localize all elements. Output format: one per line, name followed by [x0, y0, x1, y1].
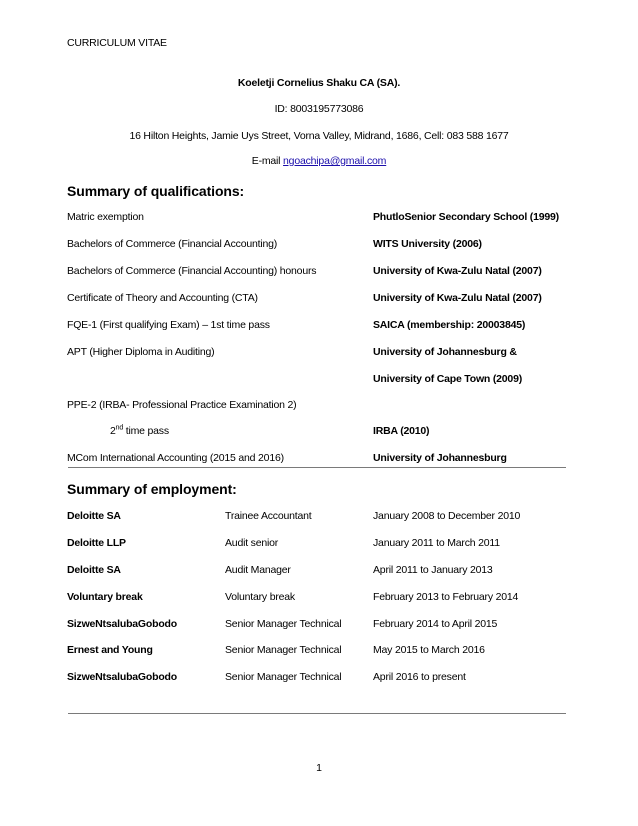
- candidate-name: Koeletji Cornelius Shaku CA (SA).: [237, 77, 401, 89]
- qualification-cell: MCom International Accounting (2015 and 2016): [67, 452, 284, 464]
- position-cell: Trainee Accountant: [225, 510, 312, 522]
- address-line: 16 Hilton Heights, Jamie Uys Street, Vorna Valley, Midrand, 1686, Cell: 083 588 1677: [129, 130, 509, 142]
- ordinal-suffix: nd: [115, 424, 124, 432]
- qualifications-heading: Summary of qualifications:: [67, 183, 245, 199]
- employer-cell: SizweNtsalubaGobodo: [67, 618, 177, 630]
- institution-cell: University of Johannesburg &: [373, 346, 517, 358]
- period-cell: February 2014 to April 2015: [373, 618, 498, 630]
- period-cell: April 2011 to January 2013: [373, 564, 493, 576]
- doc-label: CURRICULUM VITAE: [67, 37, 167, 49]
- qualification-cell: FQE-1 (First qualifying Exam) – 1st time pass: [67, 319, 270, 331]
- qualification-cell: APT (Higher Diploma in Auditing): [67, 346, 215, 358]
- section-divider: [68, 467, 566, 468]
- position-cell: Senior Manager Technical: [225, 644, 342, 656]
- institution-cell: University of Cape Town (2009): [373, 373, 523, 385]
- period-cell: January 2011 to March 2011: [373, 537, 500, 549]
- institution-cell: University of Johannesburg: [373, 452, 507, 464]
- employer-cell: Ernest and Young: [67, 644, 153, 656]
- institution-cell: PhutloSenior Secondary School (1999): [373, 211, 559, 223]
- employer-cell: Deloitte SA: [67, 564, 121, 576]
- employer-cell: SizweNtsalubaGobodo: [67, 671, 177, 683]
- email-prefix: E-mail: [251, 155, 284, 167]
- institution-cell: IRBA (2010): [373, 425, 430, 437]
- institution-cell: University of Kwa-Zulu Natal (2007): [373, 292, 542, 304]
- employment-heading: Summary of employment:: [67, 481, 237, 497]
- position-cell: Senior Manager Technical: [225, 671, 342, 683]
- section-divider: [68, 713, 566, 714]
- email-link[interactable]: ngoachipa@gmail.com: [283, 155, 387, 167]
- qualification-cell: Certificate of Theory and Accounting (CTA): [67, 292, 258, 304]
- id-number: ID: 8003195773086: [274, 103, 364, 115]
- email-line: [0, 155, 638, 167]
- pass-number: 2: [110, 425, 116, 437]
- period-cell: April 2016 to present: [373, 671, 466, 683]
- qualification-cell: PPE-2 (IRBA- Professional Practice Examination 2): [67, 399, 297, 411]
- qualification-cell: [110, 425, 169, 437]
- qualification-cell: Bachelors of Commerce (Financial Accounting) honours: [67, 265, 317, 277]
- position-cell: Audit Manager: [225, 564, 291, 576]
- position-cell: Audit senior: [225, 537, 279, 549]
- period-cell: January 2008 to December 2010: [373, 510, 521, 522]
- period-cell: February 2013 to February 2014: [373, 591, 519, 603]
- institution-cell: WITS University (2006): [373, 238, 482, 250]
- position-cell: Senior Manager Technical: [225, 618, 342, 630]
- institution-cell: SAICA (membership: 20003845): [373, 319, 526, 331]
- institution-cell: University of Kwa-Zulu Natal (2007): [373, 265, 542, 277]
- qualification-cell: Matric exemption: [67, 211, 144, 223]
- employer-cell: Deloitte LLP: [67, 537, 126, 549]
- page-number: 1: [316, 762, 322, 774]
- qualification-cell: Bachelors of Commerce (Financial Accounting): [67, 238, 278, 250]
- employer-cell: Voluntary break: [67, 591, 143, 603]
- pass-text: time pass: [123, 425, 169, 437]
- period-cell: May 2015 to March 2016: [373, 644, 485, 656]
- employer-cell: Deloitte SA: [67, 510, 121, 522]
- position-cell: Voluntary break: [225, 591, 295, 603]
